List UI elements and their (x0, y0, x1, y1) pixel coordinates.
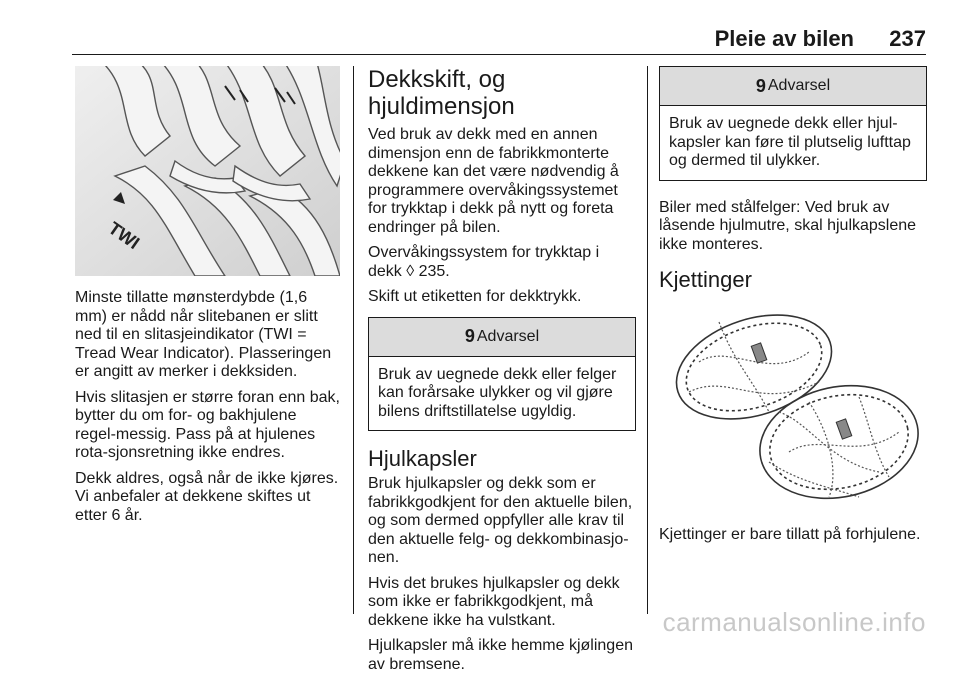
watermark: carmanualsonline.info (662, 607, 926, 637)
warning-box (659, 66, 927, 181)
warning-title: Advarsel (767, 77, 831, 94)
warning-icon: 9 (755, 75, 766, 96)
column-divider (647, 66, 648, 614)
page-header (0, 0, 960, 56)
warning-text: Bruk av uegnede dekk eller felger kan forårsake ulykker og vil gjøre bilens driftstillatelse ugyldig. (378, 365, 617, 420)
column-1 (75, 66, 340, 532)
page-number: 237 (889, 26, 926, 51)
column-divider (353, 66, 354, 614)
warning-box (368, 317, 636, 432)
twi-label: TWI (104, 217, 144, 254)
snow-chains-figure (659, 302, 927, 512)
body-paragraph: Minste tillatte mønsterdybde (1,6 mm) er nådd når slitebanen er slitt ned til en slitasjeindikator (TWI = Tread Wear Indicator). Plasseringen er angitt av merker i dekksiden. (75, 289, 332, 380)
body-paragraph: Bruk hjulkapsler og dekk som er fabrikkgodkjent for den aktuelle bilen, og som dermed oppfyller alle krav til den aktuelle felg- og dekkombinasjo-nen. (368, 475, 633, 566)
body-paragraph: Overvåkingssystem for trykktap i dekk ◊ 235. (368, 244, 600, 280)
warning-header (660, 67, 926, 106)
tire-tread-illustration (75, 66, 340, 276)
body-paragraph: Skift ut etiketten for dekktrykk. (368, 288, 582, 305)
body-paragraph: Biler med stålfelger: Ved bruk av låsende hjulmutre, skal hjulkapslene ikke monteres. (659, 198, 917, 253)
column-3 (659, 66, 927, 552)
body-paragraph: Hvis slitasjen er større foran enn bak, bytter du om for- og bakhjulene regel-messig. Pass på at hjulenes rota-sjonsretning ikke endres. (75, 388, 340, 461)
warning-text: Bruk av uegnede dekk eller hjul-kapsler kan føre til plutselig lufttap og dermed til ulykker. (669, 115, 911, 169)
body-paragraph: Hvis det brukes hjulkapsler og dekk som ikke er fabrikkgodkjent, må dekkene ikke ha vulstkant. (368, 574, 620, 629)
snow-chains-icon (659, 302, 927, 512)
warning-title: Advarsel (476, 327, 540, 345)
section-heading: Kjettinger (659, 267, 752, 292)
tire-tread-figure (75, 66, 340, 276)
warning-icon: 9 (464, 326, 475, 346)
column-2 (368, 66, 636, 681)
body-paragraph: Dekk aldres, også når de ikke kjøres. Vi anbefaler at dekkene skiftes ut etter 6 år. (75, 469, 339, 524)
header-rule (72, 54, 926, 55)
warning-header (369, 318, 635, 357)
body-paragraph: Ved bruk av dekk med en annen dimensjon enn de fabrikkmonterte dekkene kan det være nødvendig å programmere overvåkingssystemet for trykktap i dekk på nytt og foreta endringer på bilen. (368, 126, 619, 236)
body-paragraph: Kjettinger er bare tillatt på forhjulene. (659, 526, 921, 543)
subsection-heading: Hjulkapsler (368, 446, 477, 471)
section-heading: Dekkskift, og hjuldimensjon (368, 66, 515, 120)
body-paragraph: Hjulkapsler må ikke hemme kjølingen av bremsene. (368, 637, 633, 673)
section-title: Pleie av bilen (714, 26, 854, 51)
